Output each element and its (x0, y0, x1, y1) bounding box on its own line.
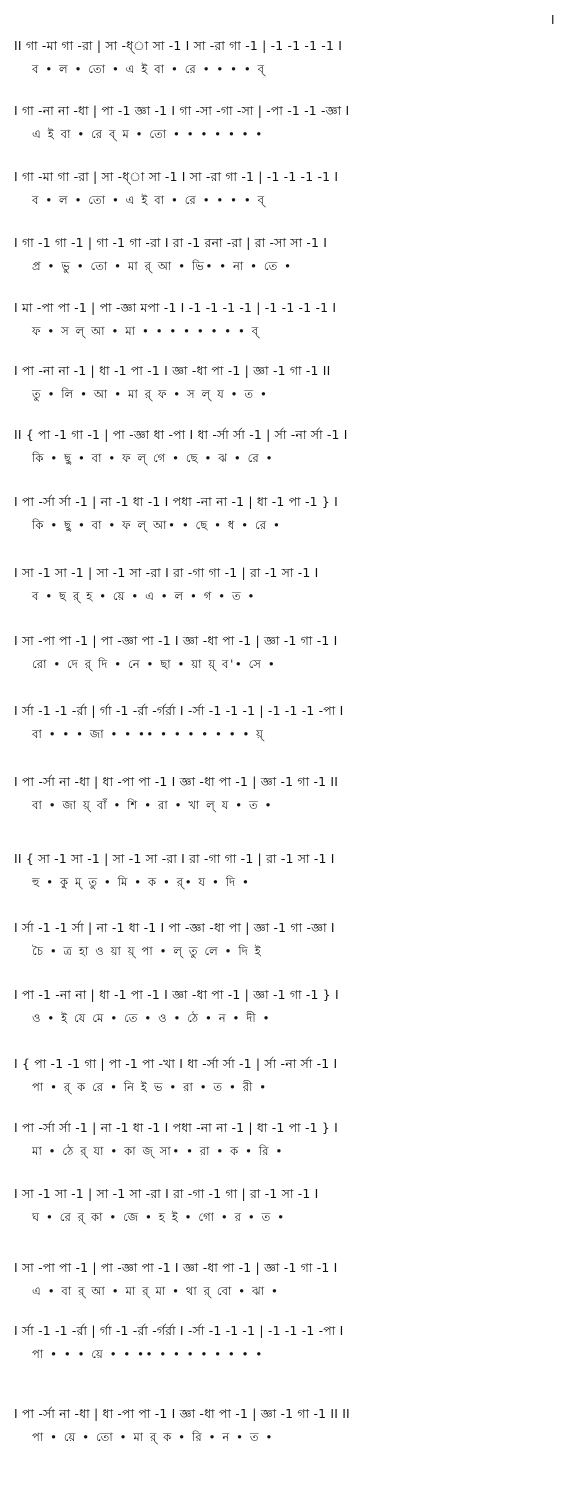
stave-10 (14, 630, 566, 688)
stave-4 (14, 232, 566, 290)
top-bar-mark: I (551, 13, 555, 27)
stave-16 (14, 1053, 566, 1111)
stave-2 (14, 100, 566, 158)
stave-5 (14, 297, 566, 355)
lyric-line: ব • ল • তো • এ ই বা • রে • • • • ব্‌ (32, 193, 266, 207)
swara-line: I পা -র্সা না -ধা | ধা -পা পা -1 I জ্ঞা -ধা পা -1 | জ্ঞা -1 গা -1 II II (14, 1406, 350, 1421)
swara-line: I গা -না না -ধা | পা -1 জ্ঞা -1 I গা -সা -গা -সা | -পা -1 -1 -জ্ঞা I (14, 103, 350, 118)
stave-20 (14, 1320, 566, 1378)
lyric-line: এ ই বা • রে ব্‌ ম • তো • • • • • • • (32, 127, 264, 141)
lyric-line: ব • ল • তো • এ ই বা • রে • • • • ব্‌ (32, 62, 266, 76)
lyric-line: ফ • স ল্‌ আ • মা • • • • • • • • ব্‌ (32, 324, 260, 338)
lyric-line: পা • র্‌ ক রে • নি ই ভ • রা • ত • রী • (32, 1080, 268, 1094)
swara-line: I র্সা -1 -1 -র্রা | র্গা -1 -র্রা -র্গর্রা I -র্সা -1 -1 -1 | -1 -1 -1 -পা I (14, 703, 344, 718)
lyric-line: এ • বা র্‌ আ • মা র্‌ মা • থা র্‌ বো • ঝা • (32, 1284, 280, 1298)
stave-12 (14, 771, 566, 829)
swara-line: I পা -র্সা র্সা -1 | না -1 ধা -1 I পধা -না না -1 | ধা -1 পা -1 } I (14, 494, 338, 509)
stave-18 (14, 1183, 566, 1241)
stave-17 (14, 1117, 566, 1175)
lyric-line: ও • ই যে মে • তে • ও • ঠে • ন • দী • (32, 1011, 272, 1025)
lyric-line: হু • কু ম্‌ তু • মি • ক • র্‌• য • দি • (32, 875, 251, 889)
stave-6 (14, 360, 566, 418)
stave-3 (14, 166, 566, 224)
lyric-line: রো • দে র্‌ দি • নে • ছা • য়া য়্‌ ব'• সে • (32, 657, 277, 671)
stave-9 (14, 562, 566, 620)
lyric-line: চৈ • ত্র হা ও য়া য়্‌ পা • ল্‌ তু লে • দি ই (32, 944, 263, 958)
stave-15 (14, 984, 566, 1042)
lyric-line: বা • জা য়্‌ বাঁ • শি • রা • খা ল্‌ য • ত • (32, 798, 274, 812)
swara-line: I গা -1 গা -1 | গা -1 গা -রা I রা -1 রনা -রা | রা -সা সা -1 I (14, 235, 328, 250)
lyric-line: প্র • ভু • তো • মা র্‌ আ • ভি• • না • তে • (32, 259, 293, 273)
swara-line: II { সা -1 সা -1 | সা -1 সা -রা I রা -গা গা -1 | রা -1 সা -1 I (14, 851, 335, 866)
swara-line: I র্সা -1 -1 -র্রা | র্গা -1 -র্রা -র্গর্রা I -র্সা -1 -1 -1 | -1 -1 -1 -পা I (14, 1323, 344, 1338)
lyric-line: ঘ • রে র্‌ কা • জে • হ ই • গো • র • ত • (32, 1210, 286, 1224)
stave-11 (14, 700, 566, 758)
lyric-line: তু • লি • আ • মা র্‌ ফ • স ল্‌ য • ত • (32, 387, 269, 401)
swara-line: II { পা -1 গা -1 | পা -জ্ঞা ধা -পা I ধা -র্সা র্সা -1 | র্সা -না র্সা -1 I (14, 427, 348, 442)
stave-7 (14, 424, 566, 482)
swara-line: I সা -পা পা -1 | পা -জ্ঞা পা -1 I জ্ঞা -ধা পা -1 | জ্ঞা -1 গা -1 I (14, 633, 338, 648)
stave-1 (14, 35, 566, 93)
lyric-line: ব • ছ র্‌ হ • য়ে • এ • ল • গ • ত • (32, 589, 256, 603)
swara-line: I গা -মা গা -রা | সা -ধ্‌া সা -1 I সা -রা গা -1 | -1 -1 -1 -1 I (14, 169, 339, 184)
stave-8 (14, 491, 566, 549)
lyric-line: পা • য়ে • তো • মা র্‌ ক • রি • ন • ত • (32, 1430, 274, 1444)
lyric-line: বা • • • জা • • •• • • • • • • • য়্‌ (32, 727, 265, 741)
stave-19 (14, 1257, 566, 1315)
swara-line: I { পা -1 -1 গা | পা -1 পা -খা I ধা -র্সা র্সা -1 | র্সা -না র্সা -1 I (14, 1056, 338, 1071)
swara-line: II গা -মা গা -রা | সা -ধ্‌া সা -1 I সা -রা গা -1 | -1 -1 -1 -1 I (14, 38, 343, 53)
stave-14 (14, 917, 566, 975)
lyric-line: পা • • • য়ে • • •• • • • • • • • • (32, 1347, 264, 1361)
stave-21 (14, 1403, 566, 1461)
swara-line: I সা -1 সা -1 | সা -1 সা -রা I রা -গা গা -1 | রা -1 সা -1 I (14, 565, 319, 580)
lyric-line: কি • ছু • বা • ফ ল্‌ আ• • ছে • ধ • রে • (32, 518, 282, 532)
swara-line: I পা -1 -না না | ধা -1 পা -1 I জ্ঞা -ধা পা -1 | জ্ঞা -1 গা -1 } I (14, 987, 339, 1002)
lyric-line: কি • ছু • বা • ফ ল্‌ গে • ছে • ঝ • রে • (32, 451, 275, 465)
swara-line: I সা -1 সা -1 | সা -1 সা -রা I রা -গা -1 গা | রা -1 সা -1 I (14, 1186, 319, 1201)
swara-line: I মা -পা পা -1 | পা -জ্ঞা মপা -1 I -1 -1 -1 -1 | -1 -1 -1 -1 I (14, 300, 337, 315)
swara-line: I পা -না না -1 | ধা -1 পা -1 I জ্ঞা -ধা পা -1 | জ্ঞা -1 গা -1 II (14, 363, 331, 378)
lyric-line: মা • ঠে র্‌ যা • কা জ্‌ সা• • রা • ক • রি • (32, 1144, 284, 1158)
swara-line: I পা -র্সা র্সা -1 | না -1 ধা -1 I পধা -না না -1 | ধা -1 পা -1 } I (14, 1120, 338, 1135)
swara-line: I র্সা -1 -1 র্সা | না -1 ধা -1 I পা -জ্ঞা -ধা পা | জ্ঞা -1 গা -জ্ঞা I (14, 920, 335, 935)
swara-line: I সা -পা পা -1 | পা -জ্ঞা পা -1 I জ্ঞা -ধা পা -1 | জ্ঞা -1 গা -1 I (14, 1260, 338, 1275)
stave-13 (14, 848, 566, 906)
swara-line: I পা -র্সা না -ধা | ধা -পা পা -1 I জ্ঞা -ধা পা -1 | জ্ঞা -1 গা -1 II (14, 774, 339, 789)
